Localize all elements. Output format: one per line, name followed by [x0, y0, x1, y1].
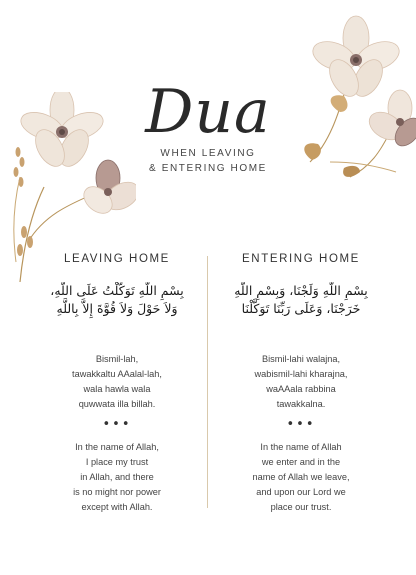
- entering-meaning-line: name of Allah we leave,: [252, 472, 350, 482]
- leaving-translit-line: quwwata illa billah.: [78, 399, 156, 409]
- entering-meaning-line: we enter and in the: [261, 457, 341, 467]
- leaving-arabic-line-1: بِسْمِ اللَّهِ تَوَكَّلْتُ عَلَى اللَّهِ،: [50, 283, 184, 298]
- subtitle: [0, 146, 416, 176]
- entering-heading: ENTERING HOME: [242, 253, 360, 265]
- leaving-meaning: [24, 440, 210, 515]
- page-title: Dua: [145, 77, 271, 147]
- leaving-arabic: [24, 282, 210, 324]
- leaving-arabic-line-2: وَلاَ حَوْلَ وَلاَ قُوَّةَ إِلاَّ بِاللَّهِ: [56, 301, 178, 316]
- entering-meaning-line: and upon our Lord we: [256, 487, 346, 497]
- leaving-meaning-line: in Allah, and there: [80, 472, 154, 482]
- subtitle-line-2: & ENTERING HOME: [149, 163, 267, 174]
- entering-separator: •••: [286, 417, 316, 432]
- entering-arabic: [208, 282, 394, 324]
- entering-translit-line: Bismil-lahi walajna,: [261, 354, 341, 364]
- entering-arabic-line-2: خَرَجْنَا، وَعَلَى رَبِّنَا تَوَكَّلْنَا: [241, 301, 361, 316]
- leaving-translit-line: Bismil-lah,: [95, 354, 139, 364]
- entering-meaning-line: place our trust.: [270, 502, 332, 512]
- entering-translit-line: wabismil-lahi kharajna,: [254, 369, 348, 379]
- subtitle-line-1: WHEN LEAVING: [160, 148, 256, 159]
- entering-translit-line: waAAala rabbina: [266, 384, 336, 394]
- entering-arabic-line-1: بِسْمِ اللَّهِ وَلَجْنَا، وَبِسْمِ اللَّهِ: [234, 283, 368, 298]
- entering-meaning-line: In the name of Allah: [260, 442, 342, 452]
- leaving-heading: LEAVING HOME: [64, 253, 170, 265]
- leaving-transliteration: [24, 352, 210, 414]
- leaving-meaning-line: except with Allah.: [81, 502, 153, 512]
- leaving-translit-line: tawakkaltu AAalal-lah,: [72, 369, 162, 379]
- leaving-meaning-line: In the name of Allah,: [75, 442, 159, 452]
- leaving-translit-line: wala hawla wala: [83, 384, 151, 394]
- leaving-meaning-line: is no might nor power: [73, 487, 161, 497]
- entering-home-column: [208, 250, 394, 515]
- leaving-home-column: [24, 250, 210, 515]
- leaving-meaning-line: I place my trust: [85, 457, 149, 467]
- header: [0, 77, 416, 176]
- entering-meaning: [208, 440, 394, 515]
- entering-transliteration: [208, 352, 394, 414]
- entering-translit-line: tawakkalna.: [276, 399, 326, 409]
- leaving-separator: •••: [102, 417, 132, 432]
